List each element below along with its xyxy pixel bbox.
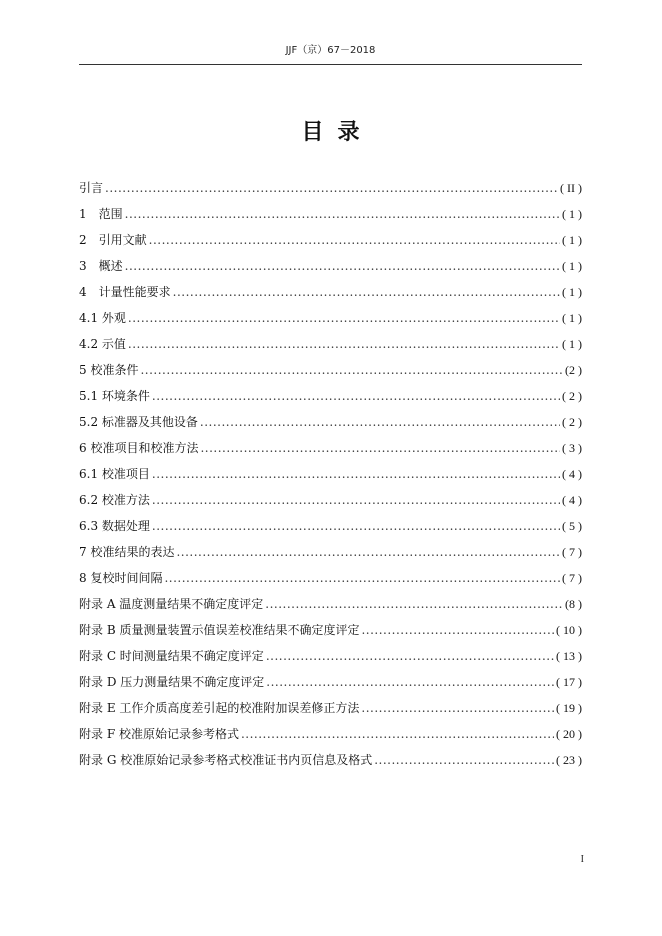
toc-entry-label: 附录 F 校准原始记录参考格式 bbox=[79, 727, 239, 741]
toc-entry[interactable] bbox=[79, 542, 582, 568]
toc-entry-page: (8 ) bbox=[565, 597, 582, 611]
toc-entry-page: ( 1 ) bbox=[562, 259, 582, 273]
toc-entry[interactable] bbox=[79, 464, 582, 490]
toc-entry-label: 附录 C 时间测量结果不确定度评定 bbox=[79, 649, 264, 663]
toc-entry-page: ( 17 ) bbox=[556, 675, 582, 689]
header-divider bbox=[79, 64, 582, 65]
toc-entry-label: 附录 D 压力测量结果不确定度评定 bbox=[79, 675, 265, 689]
toc-dot-leader bbox=[173, 282, 560, 302]
toc-entry-page: ( 20 ) bbox=[556, 727, 582, 741]
toc-entry-page: ( 1 ) bbox=[562, 311, 582, 325]
toc-entry-page: ( 1 ) bbox=[562, 337, 582, 351]
toc-entry[interactable] bbox=[79, 516, 582, 542]
toc-dot-leader bbox=[176, 542, 560, 562]
toc-entry-page: ( 1 ) bbox=[562, 207, 582, 221]
toc-entry[interactable] bbox=[79, 750, 582, 776]
toc-dot-leader bbox=[152, 490, 560, 510]
toc-entry-label: 5.1 环境条件 bbox=[79, 389, 150, 403]
toc-entry-label: 8 复校时间间隔 bbox=[79, 571, 163, 585]
toc-dot-leader bbox=[125, 204, 560, 224]
toc-entry-page: ( 5 ) bbox=[562, 519, 582, 533]
toc-entry[interactable] bbox=[79, 672, 582, 698]
toc-dot-leader bbox=[241, 724, 554, 744]
toc-entry-label: 6.2 校准方法 bbox=[79, 493, 150, 507]
page-number: I bbox=[580, 854, 584, 865]
toc-entry[interactable] bbox=[79, 256, 582, 282]
toc-entry-page: ( II ) bbox=[560, 181, 582, 195]
toc-dot-leader bbox=[152, 464, 560, 484]
toc-entry-label: 7 校准结果的表达 bbox=[79, 545, 175, 559]
toc-entry-page: ( 23 ) bbox=[556, 753, 582, 767]
toc-entry-label: 附录 E 工作介质高度差引起的校准附加误差修正方法 bbox=[79, 701, 360, 715]
toc-dot-leader bbox=[200, 438, 560, 458]
toc-entry-label: 2 引用文献 bbox=[79, 233, 147, 247]
standard-code: JJF（京）67－2018 bbox=[285, 45, 376, 56]
toc-entry-label: 6.3 数据处理 bbox=[79, 519, 150, 533]
toc-entry[interactable] bbox=[79, 620, 582, 646]
toc-entry[interactable] bbox=[79, 724, 582, 750]
toc-dot-leader bbox=[266, 646, 554, 666]
toc-entry-page: ( 10 ) bbox=[556, 623, 582, 637]
toc-dot-leader bbox=[374, 750, 554, 770]
toc-entry-page: (2 ) bbox=[565, 363, 582, 377]
toc-entry[interactable] bbox=[79, 178, 582, 204]
toc-entry-page: ( 1 ) bbox=[562, 233, 582, 247]
toc-entry[interactable] bbox=[79, 438, 582, 464]
document-header bbox=[79, 44, 582, 64]
toc-dot-leader bbox=[361, 698, 554, 718]
toc-entry[interactable] bbox=[79, 204, 582, 230]
toc-dot-leader bbox=[152, 516, 560, 536]
toc-entry-label: 4 计量性能要求 bbox=[79, 285, 171, 299]
toc-entry-label: 6 校准项目和校准方法 bbox=[79, 441, 199, 455]
toc-dot-leader bbox=[128, 308, 560, 328]
toc-entry-page: ( 4 ) bbox=[562, 493, 582, 507]
toc-entry-label: 4.2 示值 bbox=[79, 337, 126, 351]
toc-dot-leader bbox=[105, 178, 558, 198]
toc-dot-leader bbox=[149, 230, 560, 250]
toc-entry-label: 1 范围 bbox=[79, 207, 123, 221]
toc-entry[interactable] bbox=[79, 230, 582, 256]
toc-entry-label: 3 概述 bbox=[79, 259, 123, 273]
toc-entry[interactable] bbox=[79, 490, 582, 516]
toc-entry-label: 附录 A 温度测量结果不确定度评定 bbox=[79, 597, 264, 611]
toc-entry[interactable] bbox=[79, 698, 582, 724]
toc-entry[interactable] bbox=[79, 412, 582, 438]
toc-entry-page: ( 3 ) bbox=[562, 441, 582, 455]
toc-entry[interactable] bbox=[79, 308, 582, 334]
toc-dot-leader bbox=[266, 672, 554, 692]
toc-entry-label: 6.1 校准项目 bbox=[79, 467, 150, 481]
toc-dot-leader bbox=[152, 386, 560, 406]
toc-entry-page: ( 7 ) bbox=[562, 571, 582, 585]
toc-entry-page: ( 13 ) bbox=[556, 649, 582, 663]
toc-entry[interactable] bbox=[79, 360, 582, 386]
table-of-contents bbox=[79, 178, 582, 776]
toc-dot-leader bbox=[361, 620, 554, 640]
toc-entry[interactable] bbox=[79, 334, 582, 360]
toc-entry-page: ( 2 ) bbox=[562, 389, 582, 403]
toc-entry-label: 5 校准条件 bbox=[79, 363, 139, 377]
toc-entry-page: ( 4 ) bbox=[562, 467, 582, 481]
toc-entry[interactable] bbox=[79, 568, 582, 594]
toc-dot-leader bbox=[125, 256, 560, 276]
toc-dot-leader bbox=[200, 412, 560, 432]
toc-entry-page: ( 19 ) bbox=[556, 701, 582, 715]
toc-dot-leader bbox=[128, 334, 560, 354]
toc-entry[interactable] bbox=[79, 282, 582, 308]
toc-entry-label: 引言 bbox=[79, 181, 104, 195]
toc-entry[interactable] bbox=[79, 646, 582, 672]
toc-entry[interactable] bbox=[79, 594, 582, 620]
toc-entry-page: ( 1 ) bbox=[562, 285, 582, 299]
page-title: 目录 bbox=[301, 120, 374, 145]
toc-dot-leader bbox=[164, 568, 560, 588]
toc-entry-label: 5.2 标准器及其他设备 bbox=[79, 415, 198, 429]
toc-entry[interactable] bbox=[79, 386, 582, 412]
toc-dot-leader bbox=[265, 594, 563, 614]
toc-entry-page: ( 2 ) bbox=[562, 415, 582, 429]
toc-entry-page: ( 7 ) bbox=[562, 545, 582, 559]
toc-dot-leader bbox=[140, 360, 563, 380]
toc-entry-label: 4.1 外观 bbox=[79, 311, 126, 325]
toc-entry-label: 附录 G 校准原始记录参考格式校准证书内页信息及格式 bbox=[79, 753, 373, 767]
toc-entry-label: 附录 B 质量测量装置示值误差校准结果不确定度评定 bbox=[79, 623, 360, 637]
